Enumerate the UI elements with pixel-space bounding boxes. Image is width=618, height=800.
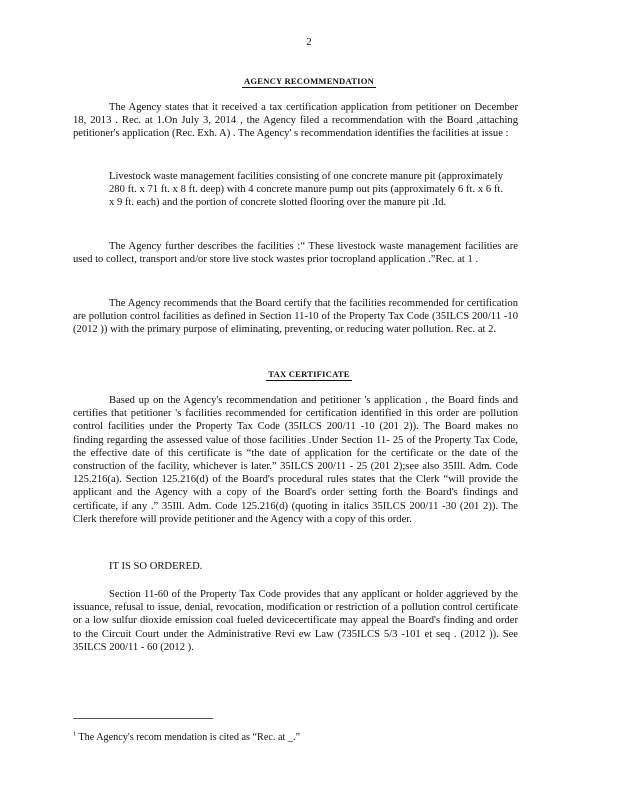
agency-paragraph-3 — [73, 297, 518, 337]
footnote — [73, 731, 518, 744]
agency-paragraph-1 — [73, 101, 518, 141]
tax-certificate-heading — [0, 368, 618, 381]
footnote-text: The Agency's recom mendation is cited as “Rec. at _.” — [78, 732, 301, 743]
tax-paragraph-text: Based up on the Agency's recommendation and petitioner 's application , the Board finds and certifies that petitioner 's facilities recommended for certification identified in this order are pollution control facilities under the Property Tax Code (35ILCS 200/11 -10 (201 2)). The Board makes no finding regarding the assessed value of those facilities .Under Section 11- 25 of the Property Tax Code, the effective date of this certificate is “the date of application for the certificate or the date of the construction of the facility, whichever is later.” 35ILCS 200/11 - 25 (201 2);see also 35Ill. Adm. Code 125.216(a). Section 125.216(d) of the Board's procedural rules states that the Clerk “will provide the applicant and the Agency with a copy of the Board's order setting forth the Board's findings and certificate, if any .” 35Ill. Adm. Code 125.216(d) (quoting in italics 35ILCS 200/11 -30 (201 2)). The Clerk therefore will provide petitioner and the Agency with a copy of this order. — [73, 395, 518, 525]
facility-description-quote — [109, 170, 503, 210]
footnote-marker: 1 — [73, 731, 76, 738]
so-ordered-line — [73, 560, 518, 573]
footnote-separator — [73, 718, 213, 719]
tax-certificate-paragraph — [73, 394, 518, 526]
facility-quote-text: Livestock waste management facilities consisting of one concrete manure pit (approximately 280 ft. x 71 ft. x 8 ft. deep) with 4 concrete manure pump out pits (approximately 6 ft. x 6 ft. x 9 ft. each) and the portion of concrete slotted flooring over the manure pit .Id. — [109, 171, 503, 209]
appeal-paragraph-text: Section 11-60 of the Property Tax Code provides that any applicant or holder aggrieved by the issuance, refusal to issue, denial, revocation, modification or restriction of a pollution control certificate or a low sulfur dioxide emission coal fueled devicecertificate may appeal the Board's finding and order to the Circuit Court under the Administrative Revi ew Law (735ILCS 5/3 -101 et seq . (2012 )). See 35ILCS 200/11 - 60 (2012 ). — [73, 589, 518, 653]
tax-heading-text: TAX CERTIFICATE — [268, 369, 350, 379]
agency-recommendation-heading — [0, 75, 618, 88]
appeal-paragraph — [73, 588, 518, 654]
agency-paragraph-3-text: The Agency recommends that the Board certify that the facilities recommended for certification are pollution control facilities as defined in Section 11-10 of the Property Tax Code (35ILCS 200/11 -10 (2012 )) with the primary purpose of eliminating, preventing, or reducing water pollution. Rec. at 2. — [73, 298, 518, 336]
agency-paragraph-2-text: The Agency further describes the facilities :“ These livestock waste management facilities are used to collect, transport and/or store live stock wastes prior tocropland application .”Rec. at 1 . — [73, 241, 518, 266]
so-ordered-text: IT IS SO ORDERED. — [109, 561, 203, 572]
agency-paragraph-1-text: The Agency states that it received a tax certification application from petitioner on December 18, 2013 . Rec. at 1.On July 3, 2014 , the Agency filed a recommendation with the Board ,attaching petitioner's application (Rec. Exh. A) . The Agency' s recommendation identifies the facilities at issue : — [73, 102, 518, 140]
agency-heading-text: AGENCY RECOMMENDATION — [243, 76, 374, 86]
page-number: 2 — [306, 36, 312, 48]
agency-paragraph-2 — [73, 240, 518, 266]
